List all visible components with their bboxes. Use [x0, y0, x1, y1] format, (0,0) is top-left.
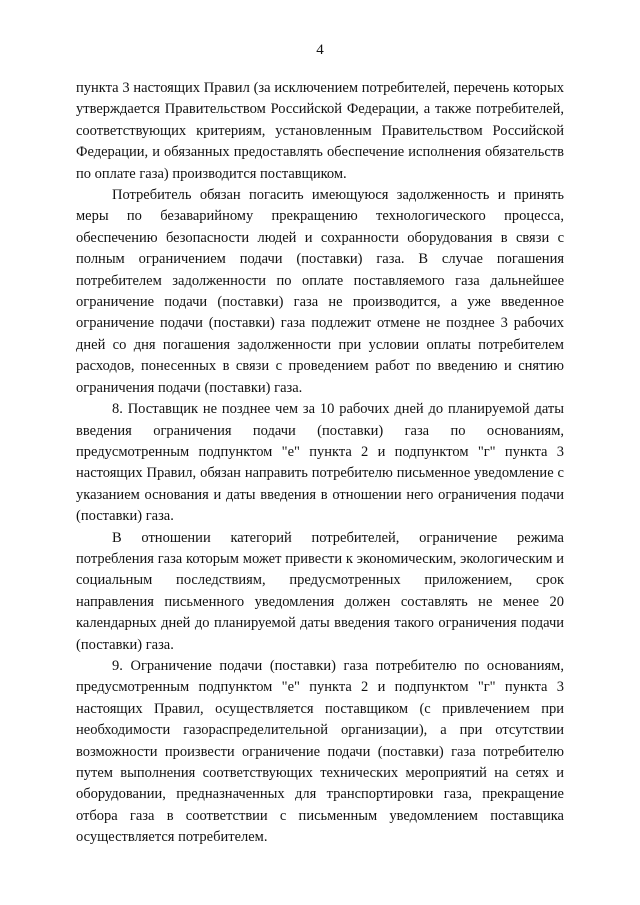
paragraph-item-9: 9. Ограничение подачи (поставки) газа потребителю по основаниям, предусмотренным подпунктом "е" пункта 2 и подпунктом "г" пункта 3 настоящих Правил, осуществляется поставщиком (с привлечением при необходимости газораспределительной организации), а при отсутствии возможности произвести ограничение подачи (поставки) газа потребителю путем выполнения соответствующих технических мероприятий на сетях и оборудовании, предназначенных для транспортировки газа, прекращение отбора газа в соответствии с письменным уведомлением поставщика осуществляется потребителем.	[76, 657, 564, 846]
paragraph-continuation: пункта 3 настоящих Правил (за исключением потребителей, перечень которых утверждается Правительством Российской Федерации, а также потребителей, соответствующих критериям, установленным Правительством Российской Федерации, и обязанных предоставлять обеспечение исполнения обязательств по оплате газа) производится поставщиком.	[76, 80, 564, 182]
document-body	[76, 78, 564, 849]
page-number: 4	[316, 42, 324, 58]
paragraph-item-8: 8. Поставщик не позднее чем за 10 рабочих дней до планируемой даты введения ограничения подачи (поставки) газа по основаниям, предусмотренным подпунктом "е" пункта 2 и подпунктом "г" пункта 3 настоящих Правил, обязан направить потребителю письменное уведомление с указанием основания и даты введения в отношении него ограничения подачи (поставки) газа.	[76, 401, 564, 525]
paragraph-consumer-categories: В отношении категорий потребителей, ограничение режима потребления газа которым может привести к экономическим, экологическим и социальным последствиям, предусмотренных приложением, срок направления письменного уведомления должен составлять не менее 20 календарных дней до планируемой даты введения такого ограничения подачи (поставки) газа.	[76, 529, 564, 653]
paragraph-debt-repayment: Потребитель обязан погасить имеющуюся задолженность и принять меры по безаварийному прекращению технологического процесса, обеспечению безопасности людей и сохранности оборудования в связи с полным ограничением подачи (поставки) газа. В случае погашения потребителем задолженности по оплате поставляемого газа дальнейшее ограничение подачи (поставки) газа не производится, а уже введенное ограничение подачи (поставки) газа подлежит отмене не позднее 3 рабочих дней со дня погашения задолженности при условии оплаты потребителем расходов, понесенных в связи с проведением работ по введению и снятию ограничения подачи (поставки) газа.	[76, 187, 564, 396]
